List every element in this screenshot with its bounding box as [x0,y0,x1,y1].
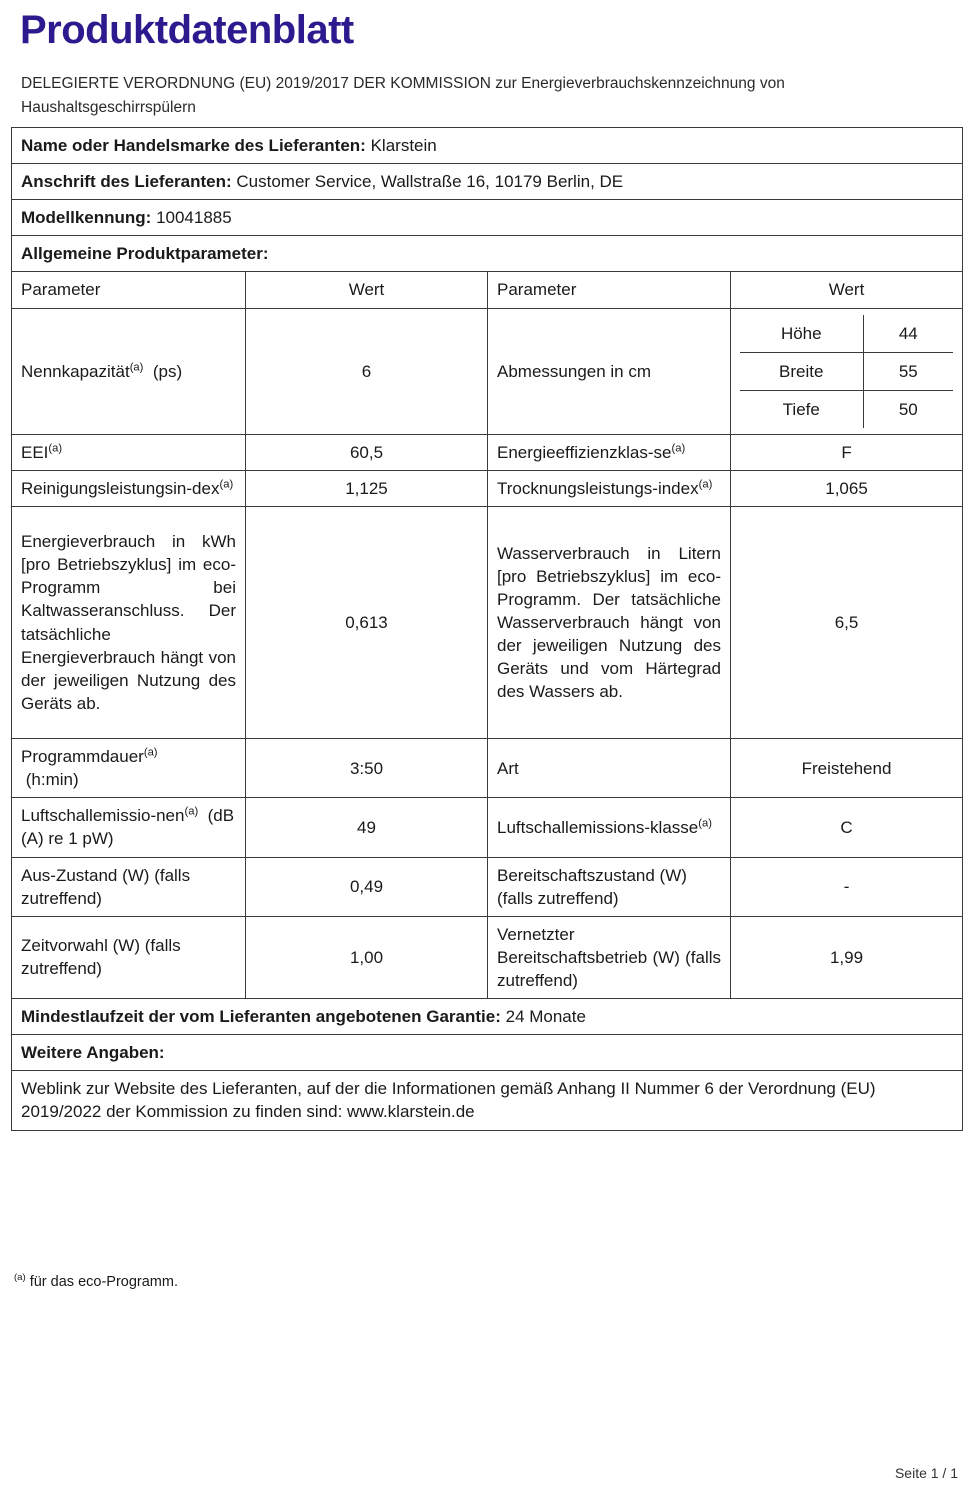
warranty-cell [12,999,963,1035]
model-cell [12,200,963,236]
energy-class-label-cell [488,434,731,470]
capacity-label: Nennkapazität [21,361,130,381]
energy-class-value: F [731,434,963,470]
table-row-further-info-heading [12,1035,963,1071]
table-row-delay-start [12,916,963,998]
program-duration-unit: (h:min) [25,770,79,790]
cleaning-index-footnote-marker: (a) [219,478,234,491]
cleaning-index-label: Reinigungsleistungsin-dex [21,478,220,498]
header-parameter-2: Parameter [488,272,731,308]
product-parameters-table [11,127,963,1131]
header-parameter-1: Parameter [12,272,246,308]
delay-start-value: 1,00 [246,916,488,998]
energy-consumption-label: Energieverbrauch in kWh [pro Betriebszyklus] im eco-Programm bei Kaltwasseranschluss. Der tatsächliche Energieverbrauch hängt von der jeweiligen Nutzung des Geräts ab. [12,507,246,739]
standby-value: - [731,857,963,916]
supplier-name-value: Klarstein [370,136,437,155]
warranty-label: Mindestlaufzeit der vom Lieferanten angebotenen Garantie: [21,1007,501,1027]
noise-class-footnote-marker: (a) [698,817,712,830]
off-mode-value: 0,49 [246,857,488,916]
program-duration-footnote-marker: (a) [143,746,158,759]
capacity-value: 6 [246,308,488,434]
water-consumption-value: 6,5 [731,507,963,739]
drying-index-label-cell [488,470,731,506]
eei-value: 60,5 [246,434,488,470]
further-info-heading: Weitere Angaben: [12,1035,963,1071]
appliance-type-label: Art [488,739,731,798]
dimension-value-height: 44 [863,315,953,353]
table-row-program-duration [12,739,963,798]
table-row-general-parameters [12,236,963,272]
supplier-address-label: Anschrift des Lieferanten: [21,172,232,192]
capacity-label-cell [12,308,246,434]
dimension-name-depth: Tiefe [740,390,863,428]
eei-label-cell [12,434,246,470]
noise-footnote-marker: (a) [184,805,199,818]
program-duration-label: Programmdauer [21,747,144,767]
dimension-name-width: Breite [740,352,863,390]
dimension-row-depth [740,390,953,428]
drying-index-footnote-marker: (a) [698,478,713,491]
networked-standby-value: 1,99 [731,916,963,998]
capacity-label-footnote-marker: (a) [129,361,144,373]
drying-index-value: 1,065 [731,470,963,506]
program-duration-label-cell [12,739,246,798]
appliance-type-value: Freistehend [731,739,963,798]
noise-class-value: C [731,798,963,857]
delay-start-label: Zeitvorwahl (W) (falls zutreffend) [12,916,246,998]
dimension-row-height [740,315,953,353]
eei-footnote-marker: (a) [48,442,63,455]
noise-class-label-cell [488,798,731,857]
dimension-value-depth: 50 [898,399,918,419]
energy-class-footnote-marker: (a) [671,442,686,455]
weblink-description: Weblink zur Website des Lieferanten, auf der die Informationen gemäß Anhang II Nummer 6 der Verordnung (EU) 2019/2022 der Kommission zu finden sind: [21,1079,876,1122]
noise-label-cell [12,798,246,857]
weblink-cell [12,1071,963,1130]
table-row-supplier-address [12,164,963,200]
program-duration-value: 3:50 [246,739,488,798]
model-label: Modellkennung: [21,208,152,228]
page-title: Produktdatenblatt [20,8,354,52]
off-mode-label: Aus-Zustand (W) (falls zutreffend) [12,857,246,916]
warranty-value: 24 Monate [505,1007,586,1027]
table-header-row [12,272,963,308]
model-value: 10041885 [156,208,232,228]
supplier-address-cell [12,164,963,200]
drying-index-label: Trocknungsleistungs-index [497,478,699,498]
supplier-address-value: Customer Service, Wallstraße 16, 10179 Berlin, DE [236,172,624,192]
water-consumption-label: Wasserverbrauch in Litern [pro Betriebszyklus] im eco-Programm. Der tatsächliche Wasserverbrauch hängt von der jeweiligen Nutzung des Geräts und vom Härtegrad des Wassers ab. [488,507,731,739]
table-row-eei [12,434,963,470]
dimensions-subtable [740,315,953,428]
standby-label: Bereitschaftszustand (W) (falls zutreffend) [488,857,731,916]
footnote-marker: (a) [14,1272,26,1284]
supplier-name-cell [12,128,963,164]
header-value-1: Wert [246,272,488,308]
dimension-row-width [740,352,953,390]
weblink-url[interactable]: www.klarstein.de [347,1102,475,1122]
header-value-2: Wert [731,272,963,308]
noise-value: 49 [246,798,488,857]
table-row-capacity [12,308,963,434]
dimension-name-height: Höhe [740,315,863,353]
regulation-subtitle: DELEGIERTE VERORDNUNG (EU) 2019/2017 DER KOMMISSION zur Energieverbrauchskennzeichnung von Haushaltsgeschirrspülern [21,75,785,117]
footnote-text: für das eco-Programm. [29,1274,178,1290]
dimensions-cell [731,308,963,434]
cleaning-index-label-cell [12,470,246,506]
table-row-model [12,200,963,236]
table-row-off-mode [12,857,963,916]
table-row-cleaning-index [12,470,963,506]
capacity-unit: (ps) [152,361,183,381]
supplier-name-label: Name oder Handelsmarke des Lieferanten: [21,136,366,155]
dimensions-label: Abmessungen in cm [488,308,731,434]
noise-unit: (dB (A) re 1 pW) [21,806,235,849]
general-parameters-heading: Allgemeine Produktparameter: [12,236,963,272]
eei-label: EEI [21,442,49,462]
networked-standby-label: Vernetzter Bereitschaftsbetrieb (W) (falls zutreffend) [488,916,731,998]
table-row-energy-consumption [12,507,963,739]
footnote [14,1274,178,1290]
page-number: Seite 1 / 1 [894,1465,958,1481]
table-row-noise-emissions [12,798,963,857]
noise-label: Luftschallemissio-nen [21,806,185,826]
table-row-warranty [12,999,963,1035]
noise-class-label: Luftschallemissions-klasse [497,817,699,837]
cleaning-index-value: 1,125 [246,470,488,506]
table-row-weblink [12,1071,963,1130]
energy-consumption-value: 0,613 [246,507,488,739]
dimension-value-width: 55 [863,352,953,390]
energy-class-label: Energieeffizienzklas-se [497,442,672,462]
table-row-supplier-name [12,128,963,164]
